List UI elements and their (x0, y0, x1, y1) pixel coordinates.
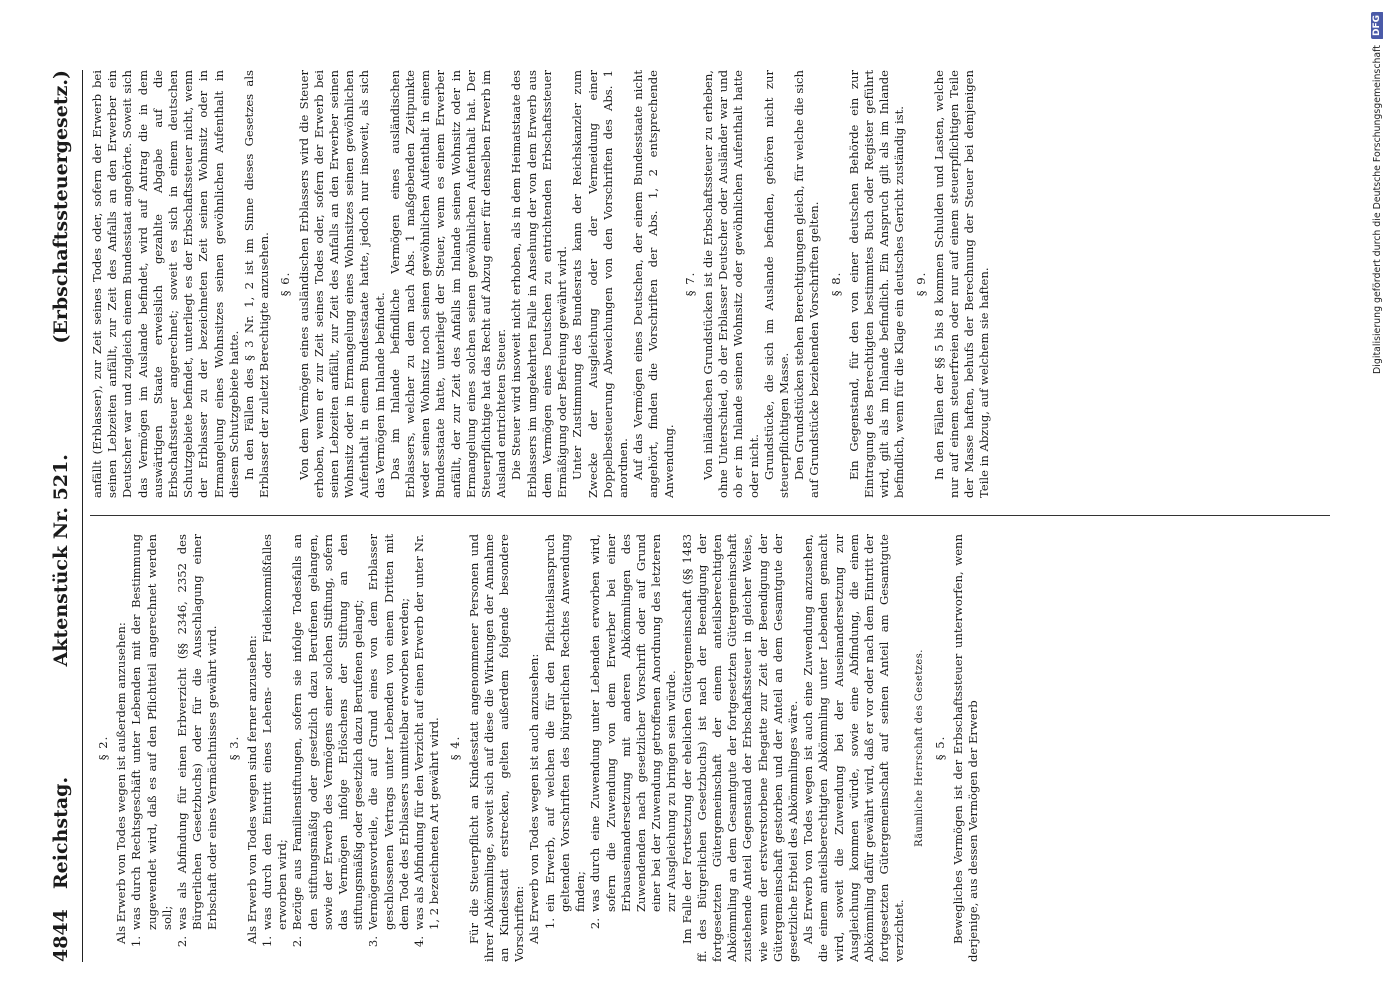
section-heading: § 8. (828, 271, 843, 297)
header-left: Reichstag. (50, 776, 72, 890)
list-item-text: was als Abfindung für den Verzicht auf einen Erwerb der unter Nr. 1, 2 bezeichneten Art gewährt wird. (412, 534, 442, 930)
list-item-number: 1. (542, 918, 557, 930)
list-item-number: 4. (412, 936, 427, 948)
paragraph: Im Falle der Fortsetzung der ehelichen Gütergemeinschaft (§§ 1483 ff. des Bürgerlichen Gesetzbuchs) ist nach der Beendigung der fortgesetzten Gütergemeinschaft der einem anteilsberechtigten Abkömmling an dem Gesamtgute der fortgesetzten Gütergemeinschaft zustehende Anteil Gegenstand der Erbschaftssteuer in gleicher Weise, wie wenn der erstverstorbene Ehegatte zur Zeit der Beendigung der Gütergemeinschaft gestorben und der Anteil an dem Gesamtgute der gesetzliche Erbteil des Abkömmlinges wäre. (679, 534, 800, 962)
paragraph: Unter Zustimmung des Bundesrats kann der Reichskanzler zum Zwecke der Ausgleichung oder der Vermeidung einer Doppelbesteuerung Abweichungen von den Vorschriften des Abs. 1 anordnen. (570, 70, 630, 498)
section-heading: § 9. (913, 271, 928, 297)
paragraph: Von dem Vermögen eines ausländischen Erblassers wird die Steuer erhoben, wenn er zur Zeit seines Todes oder, sofern der Erwerb bei seinen Lebzeiten anfällt, zur Zeit des Anfalls an den Erwerber seinen Wohnsitz oder in Ermangelung eines Wohnsitzes seinen gewöhnlichen Aufenthalt in einem Bundesstaate hatte, jedoch nur insoweit, als sich das Vermögen im Inlande befindet. (296, 70, 387, 498)
header-center: Aktenstück Nr. 521. (50, 454, 72, 667)
list-item-text: was durch eine Zuwendung unter Lebenden erworben wird, sofern die Zuwendung von dem Erwerber bei einer Erbauseinandersetzung mit anderen Abkömmlingen des Zuwendenden nach gesetzlicher Vorschrift oder auf Grund einer bei der Zuwendung getroffenen Anordnung des letzteren zur Ausgleichung zu bringen sein würde. (588, 534, 679, 912)
list-item-number: 1. (129, 936, 144, 948)
page-number: 4844 (50, 909, 72, 962)
paragraph: Für die Steuerpflicht an Kindesstatt angenommener Personen und ihrer Abkömmlinge, soweit sich auf diese die Wirkungen der Annahme an Kindesstatt erstrecken, gelten außerdem folgende besondere Vorschriften: (466, 534, 527, 962)
subheading: Räumliche Herrschaft des Gesetzes. (913, 649, 925, 847)
list-item-text: ein Erwerb, auf welchen die für den Pflichtteilsanspruch geltenden Vorschriften des bürgerlichen Rechtes Anwendung finden; (542, 534, 588, 912)
dfg-badge: DFG (1371, 12, 1383, 39)
list-item-text: was durch den Eintritt eines Lehens- oder Fideikommißfalles erworben wird; (260, 534, 290, 930)
list-item-text: Bezüge aus Familienstiftungen, sofern sie infolge Todesfalls an den stiftungsmäßig oder gesetzlich dazu Berufenen gelangen, sowie der Erwerb des Vermögens einer solchen Stiftung, sofern das Vermögen infolge Erlöschens der Stiftung an den stiftungsmäßig oder gesetzlich dazu Berufenen gelangt; (290, 534, 366, 930)
paragraph: Den Grundstücken stehen Berechtigungen gleich, für welche die sich auf Grundstücke beziehenden Vorschriften gelten. (792, 70, 822, 498)
header-right: (Erbschaftssteuergesetz.) (50, 70, 72, 344)
header-rule (82, 70, 83, 962)
page-header (50, 70, 78, 962)
section-heading: § 2. (96, 735, 110, 761)
list-item-number: 2. (290, 936, 305, 948)
list-item-number: 3. (366, 936, 381, 948)
column-divider (90, 515, 1330, 516)
paragraph: Die Steuer wird insoweit nicht erhoben, als in dem Heimatstaate des Erblassers im umgekehrten Falle in Ansehung der von dem Erwerb aus dem Vermögen eines Deutschen zu entrichtenden Erbschaftssteuer Ermäßigung oder Befreiung gewährt wird. (509, 70, 570, 498)
list-item (290, 534, 366, 962)
section-heading: § 7. (682, 271, 697, 297)
digitization-note (1352, 12, 1383, 988)
list-item (588, 534, 679, 940)
paragraph: Als Erwerb von Todes wegen ist auch anzusehen: (527, 653, 542, 944)
section-heading: § 5. (932, 735, 947, 761)
right-column (90, 70, 1330, 498)
paragraph: Grundstücke, die sich im Auslande befinden, gehören nicht zur steuerpflichtigen Masse. (761, 70, 791, 498)
section-heading: § 4. (448, 735, 463, 761)
section-heading: § 6. (278, 271, 293, 297)
rotated-document-page (50, 70, 1340, 962)
paragraph: Von inländischen Grundstücken ist die Erbschaftssteuer zu erheben, ohne Unterschied, ob der Erblasser Deutscher oder Ausländer war und ob er im Inlande seinen Wohnsitz oder gewöhnlichen Aufenthalt hatte oder nicht. (700, 70, 761, 498)
paragraph: Bewegliches Vermögen ist der Erbschaftssteuer unterworfen, wenn derjenige, aus dessen Vermögen der Erwerb (950, 534, 981, 962)
section-heading: § 3. (226, 735, 241, 761)
paragraph: In den Fällen der §§ 5 bis 8 kommen Schulden und Lasten, welche nur auf einem steuerfreien oder nur auf einem steuerpflichtigen Teile der Masse haften, behufs der Berechnung der Steuer bei demjenigen Teile in Abzug, auf welchem sie haften. (931, 70, 992, 498)
list-item-text: was als Abfindung für einen Erbverzicht (§§ 2346, 2352 des Bürgerlichen Gesetzbuchs) oder für die Ausschlagung einer Erbschaft oder eines Vermächtnisses gewährt wird. (175, 534, 220, 930)
list-item-number: 2. (588, 918, 603, 930)
digitization-note-text: Digitalisierung gefördert durch die Deutsche Forschungsgemeinschaft (1371, 45, 1383, 374)
paragraph: Das im Inlande befindliche Vermögen eines ausländischen Erblassers, welcher zu dem nach Abs. 1 maßgebenden Zeitpunkte weder seinen Wohnsitz noch seinen gewöhnlichen Aufenthalt in einem Bundesstaate hatte, unterliegt der Steuer, wenn es einem Erwerber anfällt, der zur Zeit des Anfalls im Inlande seinen Wohnsitz oder in Ermangelung eines solchen seinen gewöhnlichen Aufenthalt hat. Der Steuerpflichtige hat das Recht auf Abzug einer für denselben Erwerb im Ausland entrichteten Steuer. (387, 70, 509, 498)
paragraph: Auf das Vermögen eines Deutschen, der einem Bundesstaate nicht angehört, finden die Vorschriften der Abs. 1, 2 entsprechende Anwendung. (631, 70, 676, 498)
list-item (260, 534, 290, 962)
paragraph: anfällt (Erblasser), zur Zeit seines Todes oder, sofern der Erwerb bei seinen Lebzeiten anfällt, zur Zeit des Anfalls an den Erwerber ein Deutscher war und zugleich einem Bundesstaat angehörte. Soweit sich das Vermögen im Auslande befindet, wird auf Antrag die in dem auswärtigen Staate erweislich gezahlte Abgabe auf die Erbschaftssteuer angerechnet; soweit es sich in einem deutschen Schutzgebiete befindet, unterliegt es der Erbschaftssteuer nicht, wenn der Erblasser zu der bezeichneten Zeit seinen Wohnsitz oder in Ermangelung eines Wohnsitzes seinen gewöhnlichen Aufenthalt in diesem Schutzgebiete hatte. (90, 70, 241, 498)
list-item (412, 534, 442, 962)
paragraph: Als Erwerb von Todes wegen sind ferner anzusehen: (244, 635, 259, 944)
list-item-text: Vermögensvorteile, die auf Grund eines von dem Erblasser geschlossenen Vertrags unter Lebenden von einem Dritten mit dem Tode des Erblassers unmittelbar erworben werden; (366, 534, 411, 930)
list-item (129, 534, 175, 962)
paragraph: Ein Gegenstand, für den von einer deutschen Behörde ein zur Eintragung des Berechtigten bestimmtes Buch oder Register geführt wird, gilt als im Inlande befindlich. Ein Anspruch gilt als im Inlande befindlich, wenn für die Klage ein deutsches Gericht zuständig ist. (846, 70, 907, 498)
list-item (175, 534, 221, 962)
left-column (90, 534, 1330, 962)
paragraph: Als Erwerb von Todes wegen ist auch eine Zuwendung anzusehen, die einem anteilsberechtigten Abkömmling unter Lebenden gemacht wird, soweit die Zuwendung bei der Auseinandersetzung zur Ausgleichung kommen würde, sowie eine Abfindung, die einem Abkömmling dafür gewährt wird, daß er vor oder nach dem Eintritt der fortgesetzten Gütergemeinschaft auf seinen Anteil am Gesamtgute verzichtet. (801, 534, 907, 962)
list-item (366, 534, 412, 962)
list-item (543, 534, 589, 940)
list-item-text: was durch Rechtsgeschäft unter Lebenden mit der Bestimmung zugewendet wird, daß es auf den Pflichtteil angerechnet werden soll; (129, 534, 174, 930)
paragraph: In den Fällen des § 3 Nr. 1, 2 ist im Sinne dieses Gesetzes als Erblasser der zuletzt Berechtigte anzusehen. (242, 70, 272, 498)
list-item-number: 1. (260, 936, 275, 948)
list-item-number: 2. (175, 936, 190, 948)
paragraph: Als Erwerb von Todes wegen ist außerdem anzusehen: (114, 622, 129, 944)
